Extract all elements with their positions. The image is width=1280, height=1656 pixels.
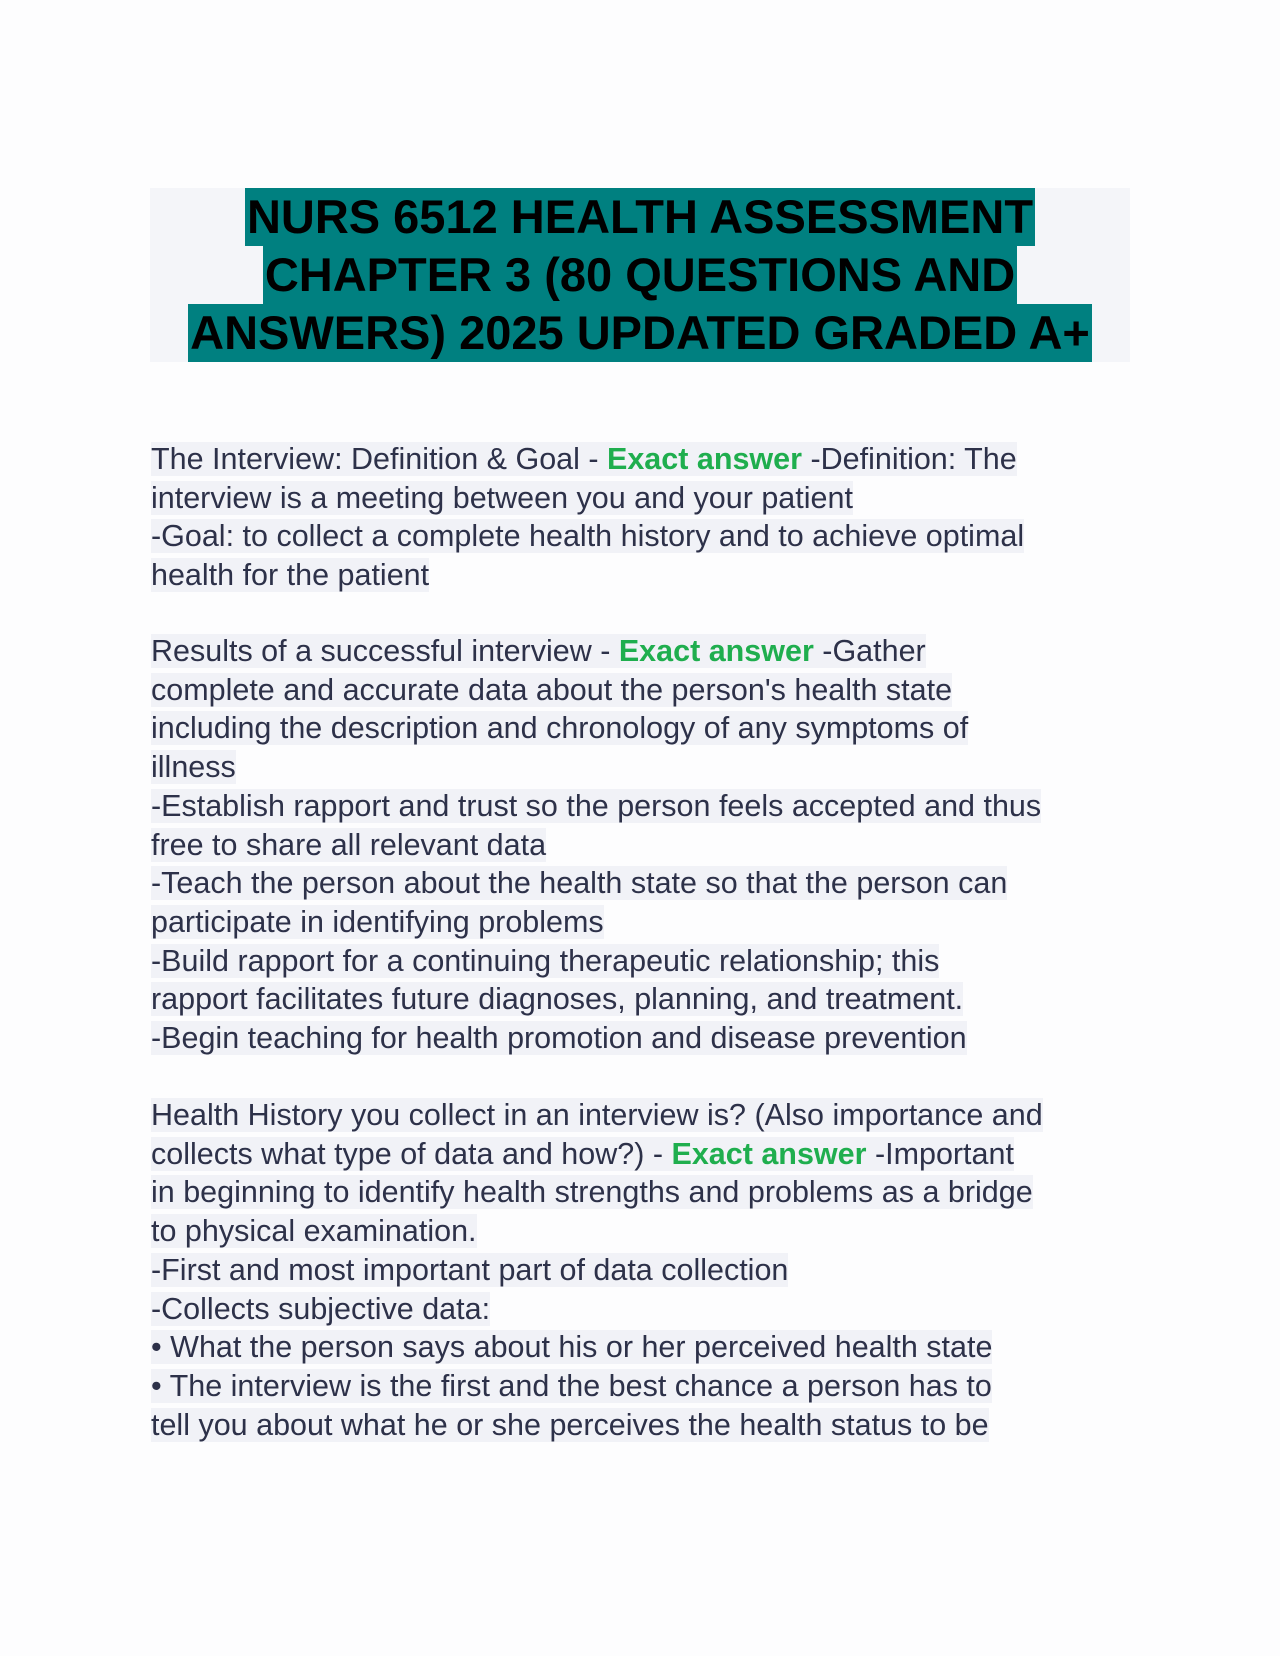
question-text: collects what type of data and how?) - <box>151 1136 672 1171</box>
answer-line: to physical examination. <box>151 1214 477 1249</box>
qa-block-health-history <box>151 1096 1136 1444</box>
question-text: The Interview: Definition & Goal - <box>151 442 607 476</box>
answer-line: -Build rapport for a continuing therapeutic relationship; this <box>151 943 940 978</box>
answer-line: -First and most important part of data collection <box>151 1252 789 1287</box>
answer-line: tell you about what he or she perceives the health status to be <box>151 1407 989 1442</box>
answer-line: -Teach the person about the health state so that the person can <box>151 866 1008 901</box>
answer-line: free to share all relevant data <box>151 827 547 862</box>
answer-line: interview is a meeting between you and your patient <box>151 480 853 515</box>
answer-line: -Goal: to collect a complete health history and to achieve optimal <box>151 519 1025 554</box>
answer-line: including the description and chronology of any symptoms of <box>151 711 969 746</box>
answer-text: -Gather <box>813 634 926 668</box>
exact-answer-label: Exact answer <box>618 634 814 668</box>
answer-text: -Important <box>866 1136 1014 1171</box>
answer-text: -Definition: The <box>801 442 1017 476</box>
exact-answer-label: Exact answer <box>607 442 802 476</box>
answer-line: -Collects subjective data: <box>151 1291 491 1326</box>
answer-line: illness <box>151 750 236 785</box>
answer-line: rapport facilitates future diagnoses, planning, and treatment. <box>151 982 964 1017</box>
title-line-2: CHAPTER 3 (80 QUESTIONS AND <box>263 246 1017 304</box>
answer-line: -Begin teaching for health promotion and disease prevention <box>151 1021 967 1056</box>
document-title <box>150 188 1130 362</box>
answer-line: • The interview is the first and the best chance a person has to <box>151 1368 992 1403</box>
answer-line: complete and accurate data about the person's health state <box>151 672 953 707</box>
answer-line: -Establish rapport and trust so the person feels accepted and thus <box>151 788 1042 823</box>
question-text: Health History you collect in an interview is? (Also importance and <box>151 1098 1043 1132</box>
question-text: Results of a successful interview - <box>151 634 619 668</box>
answer-line: health for the patient <box>151 558 430 593</box>
title-line-3: ANSWERS) 2025 UPDATED GRADED A+ <box>188 304 1092 362</box>
title-line-1: NURS 6512 HEALTH ASSESSMENT <box>245 188 1035 246</box>
answer-line: in beginning to identify health strengths and problems as a bridge <box>151 1175 1033 1210</box>
exact-answer-label: Exact answer <box>671 1136 867 1171</box>
qa-block-successful-interview <box>151 632 1136 1058</box>
answer-line: • What the person says about his or her perceived health state <box>151 1330 993 1365</box>
qa-block-interview-definition <box>151 440 1136 595</box>
answer-line: participate in identifying problems <box>151 904 604 939</box>
